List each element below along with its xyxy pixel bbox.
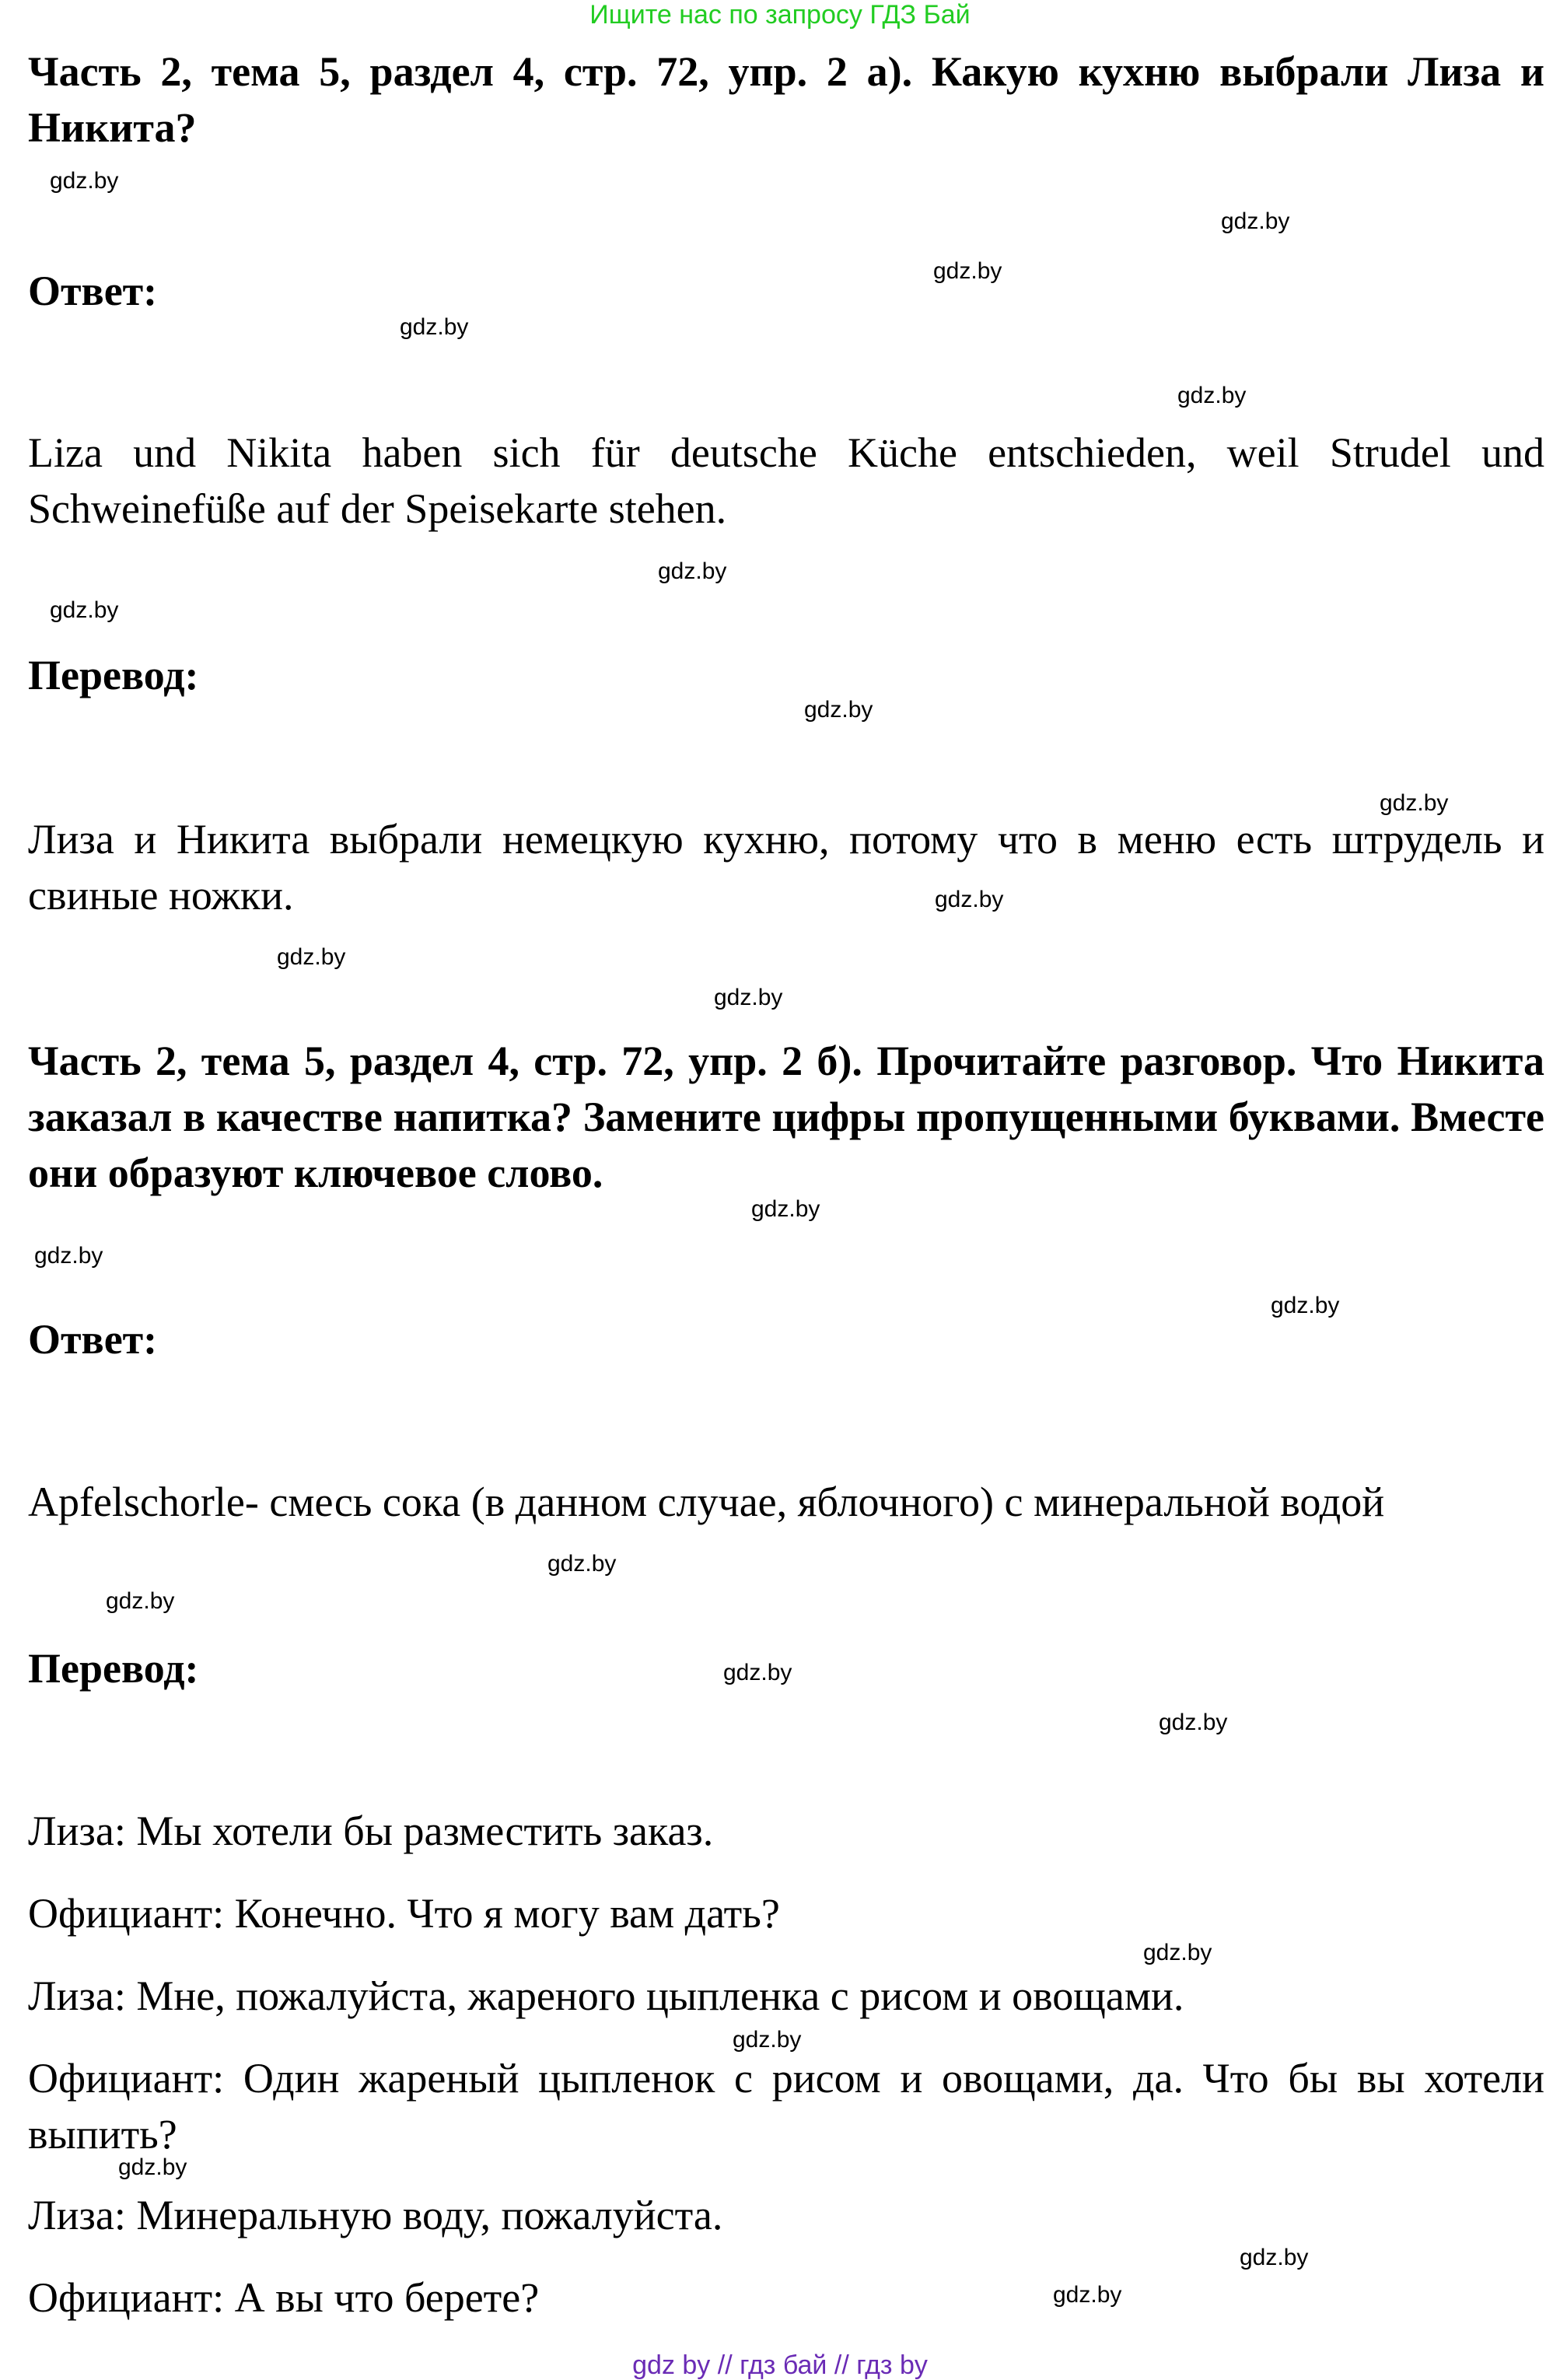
watermark: gdz.by <box>723 1660 792 1685</box>
exercise-a-translation-text: Лиза и Никита выбрали немецкую кухню, потому что в меню есть штрудель и свиные ножки. <box>28 816 1544 919</box>
watermark: gdz.by <box>733 2027 802 2053</box>
watermark: gdz.by <box>50 597 119 623</box>
watermark: gdz.by <box>804 697 873 723</box>
watermark: gdz.by <box>1053 2282 1122 2308</box>
exercise-b-translation-label: Перевод: <box>28 1645 199 1692</box>
top-banner[interactable]: Ищите нас по запросу ГДЗ Бай <box>589 0 971 30</box>
watermark: gdz.by <box>1221 208 1290 234</box>
watermark: gdz.by <box>751 1196 820 1222</box>
exercise-a-heading: Часть 2, тема 5, раздел 4, стр. 72, упр. 2 а). Какую кухню выбрали Лиза и Никита? <box>28 48 1544 151</box>
watermark: gdz.by <box>106 1588 175 1614</box>
watermark: gdz.by <box>933 258 1002 284</box>
dialogue-line: Лиза: Мне, пожалуйста, жареного цыпленка с рисом и овощами. <box>28 1972 1184 2019</box>
watermark: gdz.by <box>34 1243 103 1269</box>
watermark: gdz.by <box>935 887 1004 912</box>
watermark: gdz.by <box>714 985 783 1010</box>
watermark: gdz.by <box>50 168 119 194</box>
dialogue-line: Лиза: Минеральную воду, пожалуйста. <box>28 2192 723 2238</box>
exercise-a-answer-text: Liza und Nikita haben sich für deutsche Küche entschieden, weil Strudel und Schweinefüße auf der Speisekarte stehen. <box>28 429 1544 532</box>
watermark: gdz.by <box>1159 1710 1228 1735</box>
dialogue-line: Официант: Один жареный цыпленок с рисом и овощами, да. Что бы вы хотели выпить? <box>28 2055 1544 2158</box>
exercise-a-translation-label: Перевод: <box>28 652 199 698</box>
watermark: gdz.by <box>658 558 727 584</box>
dialogue-line: Лиза: Мы хотели бы разместить заказ. <box>28 1808 714 1854</box>
watermark: gdz.by <box>118 2154 187 2180</box>
exercise-b-answer-label: Ответ: <box>28 1316 158 1363</box>
watermark: gdz.by <box>277 944 346 970</box>
dialogue-line: Официант: Конечно. Что я могу вам дать? <box>28 1890 780 1937</box>
watermark: gdz.by <box>1240 2245 1309 2270</box>
exercise-a-answer-label: Ответ: <box>28 268 158 314</box>
watermark: gdz.by <box>1380 790 1449 816</box>
watermark: gdz.by <box>547 1551 617 1577</box>
watermark: gdz.by <box>400 314 469 340</box>
exercise-b-answer-text: Apfelschorle- смесь сока (в данном случае, яблочного) с минеральной водой <box>28 1479 1385 1525</box>
dialogue-line: Официант: А вы что берете? <box>28 2274 540 2321</box>
bottom-banner[interactable]: gdz by // гдз бай // гдз by <box>632 2350 928 2380</box>
exercise-b-heading: Часть 2, тема 5, раздел 4, стр. 72, упр. 2 б). Прочитайте разговор. Что Никита заказал в качестве напитка? Замените цифры пропущенными буквами. Вместе они образуют ключевое слово. <box>28 1038 1544 1196</box>
watermark: gdz.by <box>1177 383 1247 408</box>
watermark: gdz.by <box>1143 1940 1212 1965</box>
watermark: gdz.by <box>1271 1293 1340 1318</box>
